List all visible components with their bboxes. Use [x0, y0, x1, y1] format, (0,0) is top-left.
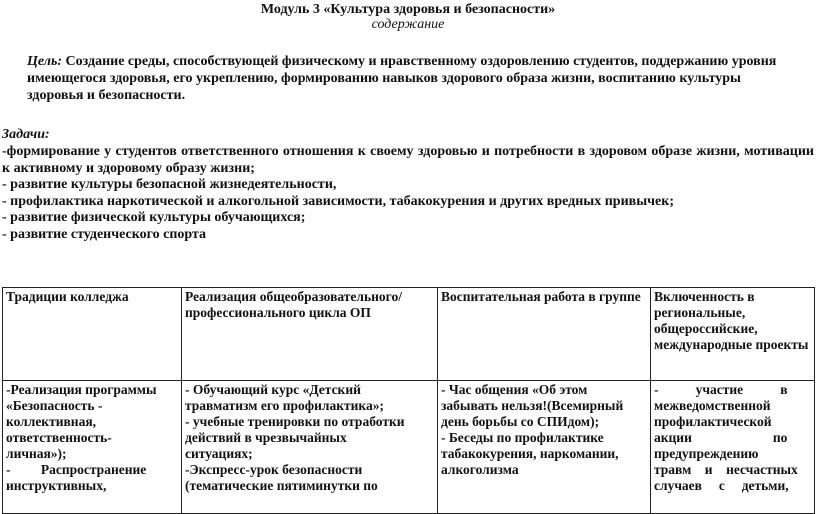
cell-line: (тематические пятиминутки по: [185, 478, 378, 493]
table-row: [3, 381, 815, 514]
cell-line: табакокурения, наркомании,: [441, 446, 619, 461]
cell-line: травматизм его профилактика»;: [185, 398, 384, 413]
cell-line: «Безопасность -: [6, 398, 103, 413]
header-cell: Реализация общеобразовательного/ профессионального цикла ОП: [182, 288, 438, 381]
module-subtitle: содержание: [371, 17, 445, 32]
cell-line: профилактической: [654, 414, 772, 429]
goal-paragraph: [27, 53, 797, 104]
cell-line: действий в чрезвычайных: [185, 430, 347, 445]
cell-line: личная»);: [6, 446, 67, 461]
task-item: - развитие физической культуры обучающихся;: [2, 210, 306, 225]
cell-line: межведомственной: [654, 398, 771, 413]
cell-line: - участие в: [654, 382, 788, 397]
cell-line: случаев с детьми,: [654, 478, 789, 493]
cell-line: ответственность-: [6, 430, 112, 445]
task-item: - развитие студенческого спорта: [2, 226, 207, 242]
cell-line: - учебные тренировки по отработки: [185, 414, 405, 429]
cell-line: - Час общения «Об этом: [441, 382, 588, 397]
cell-line: предупреждению: [654, 446, 759, 461]
module-table: [2, 287, 815, 514]
table-cell-curriculum: [182, 381, 438, 514]
header-cell: Включенность в региональные, общероссийские, международные проекты: [651, 288, 815, 381]
module-title: Модуль 3 «Культура здоровья и безопасности»: [260, 2, 556, 17]
cell-line: инструктивных,: [6, 478, 107, 493]
cell-line: - Беседы по профилактике: [441, 430, 604, 445]
header-cell: Традиции колледжа: [3, 288, 182, 381]
header-cell: Воспитательная работа в группе: [438, 288, 651, 381]
cell-line: -Экспресс-урок безопасности: [185, 462, 363, 477]
table-cell-projects: [651, 381, 815, 514]
cell-line: забывать нельзя!(Всемирный: [441, 398, 624, 413]
task-item: -формирование у студентов ответственного отношения к своему здоровью и потребности в здоровом образе жизни, мотивации к активному и здоровому образу жизни;: [2, 144, 814, 176]
cell-line: - Распространение: [6, 462, 147, 477]
table-header-row: [3, 288, 815, 381]
tasks-label: Задачи:: [2, 127, 50, 142]
goal-label: Цель:: [27, 54, 62, 69]
task-item: - развитие культуры безопасной жизнедеятельности,: [2, 177, 337, 192]
cell-line: коллективная,: [6, 414, 96, 429]
task-item: - профилактика наркотической и алкогольной зависимости, табакокурения и других вредных привычек;: [2, 193, 674, 209]
cell-line: - Обучающий курс «Детский: [185, 382, 361, 397]
cell-line: акции по: [654, 430, 788, 445]
cell-line: -Реализация программы: [6, 382, 157, 397]
table-cell-traditions: [3, 381, 182, 514]
cell-line: травм и несчастных: [654, 462, 798, 477]
cell-line: день борьбы со СПИдом);: [441, 414, 600, 429]
cell-line: алкоголизма: [441, 462, 519, 477]
tasks-list: [2, 144, 814, 243]
table-cell-group-work: [438, 381, 651, 514]
cell-line: ситуациях;: [185, 446, 253, 461]
goal-text: Создание среды, способствующей физическому и нравственному оздоровлению студентов, поддержанию уровня имеющегося здоровья, его укреплению, формированию навыков здорового образа жизни, воспитанию культуры здоровья и безопасности.: [27, 54, 777, 103]
